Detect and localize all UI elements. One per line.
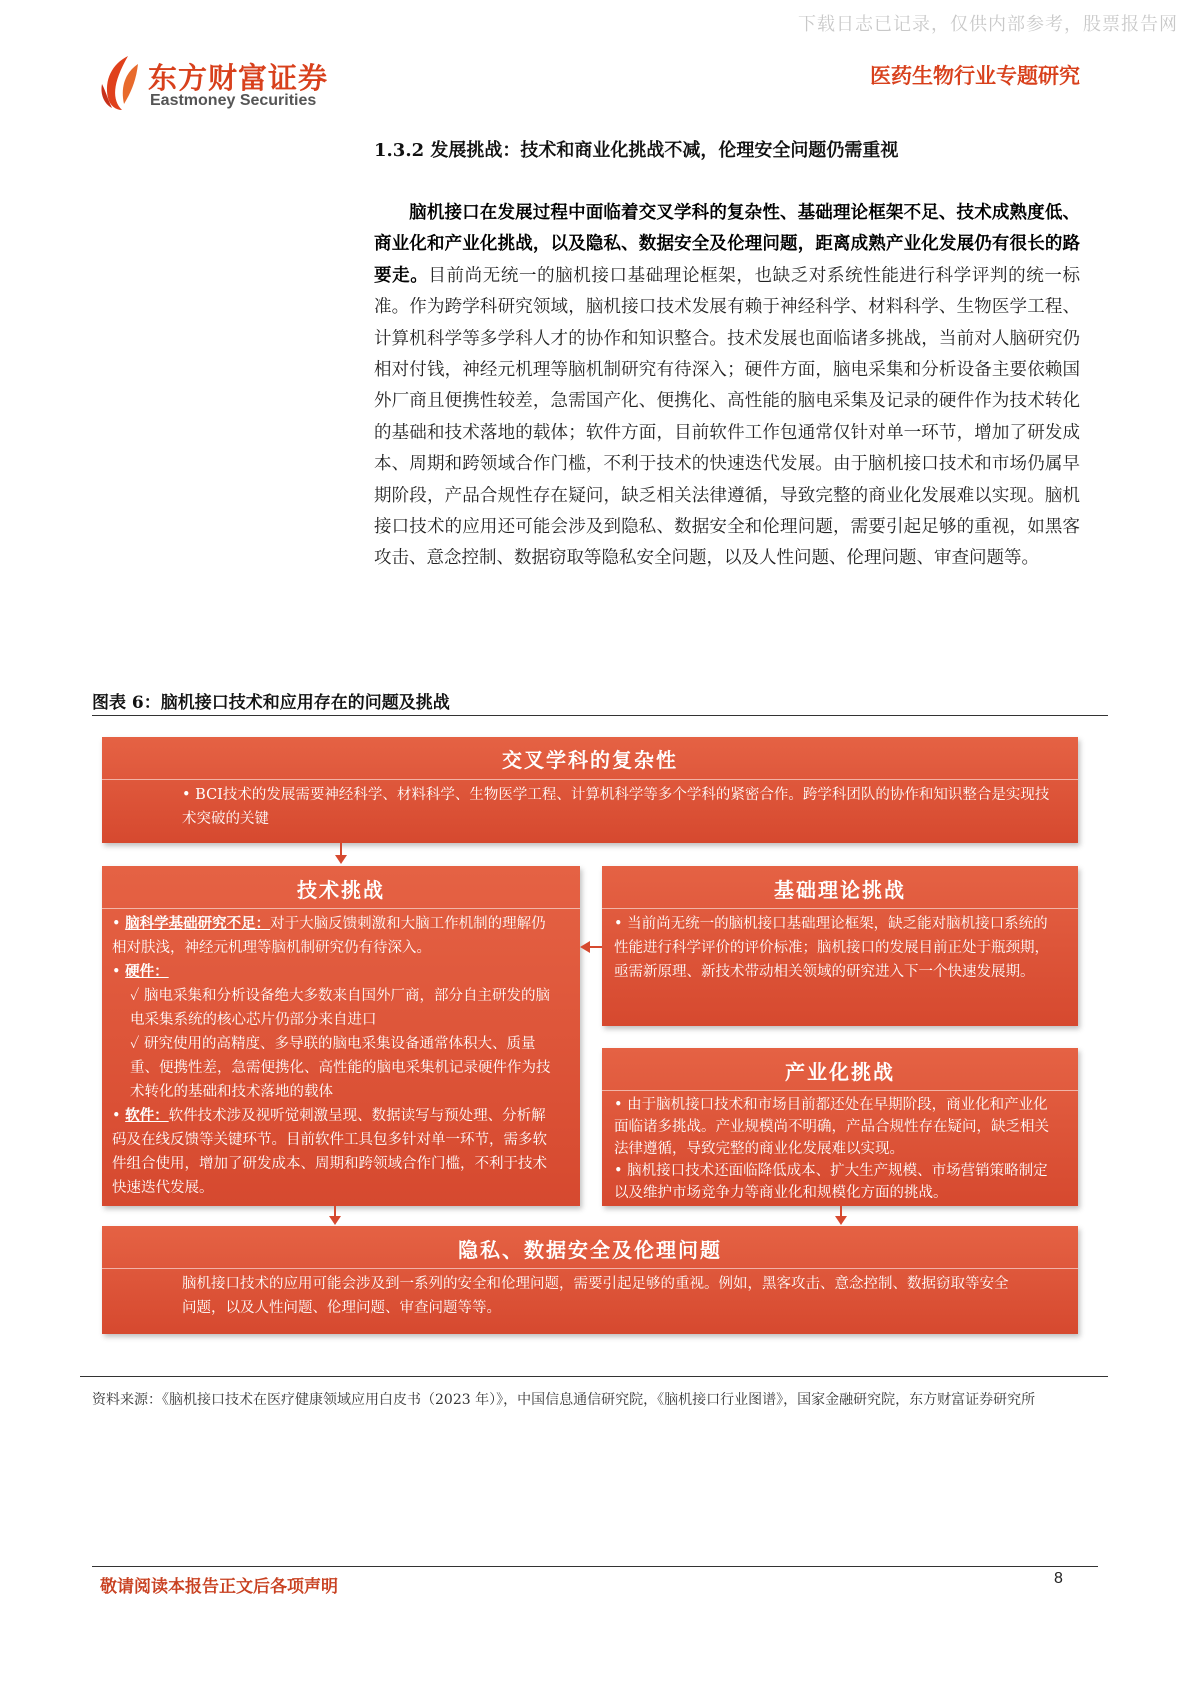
report-category: 医药生物行业专题研究 <box>870 64 1080 88</box>
box-theory-text: • 当前尚无统一的脑机接口基础理论框架，缺乏能对脑机接口系统的性能进行科学评价的评价标准；脑机接口的发展目前正处于瓶颈期，亟需新原理、新技术带动相关领域的研究进入下一个快速发展期。 <box>614 916 1049 980</box>
industrialization-point-2: • 脑机接口技术还面临降低成本、扩大生产规模、市场营销策略制定以及维护市场竞争力等商业化和规模化方面的挑战。 <box>614 1163 1048 1201</box>
industrialization-point-1: • 由于脑机接口技术和市场目前都还处在早期阶段，商业化和产业化面临诸多挑战。产业规模尚不明确，产品合规性存在疑问，缺乏相关法律遵循，导致完整的商业化发展难以实现。 <box>614 1097 1049 1157</box>
section-title: 1.3.2 发展挑战：技术和商业化挑战不减，伦理安全问题仍需重视 <box>374 140 899 161</box>
footer-disclaimer: 敬请阅读本报告正文后各项声明 <box>100 1577 338 1597</box>
box-interdisciplinary-title: 交叉学科的复杂性 <box>502 748 678 772</box>
box-divider <box>102 779 1078 780</box>
box-theory-title: 基础理论挑战 <box>774 878 906 902</box>
logo-chinese-name: 东方财富证券 <box>148 61 329 95</box>
box-divider <box>602 908 1078 909</box>
figure-title-rule <box>92 715 1108 716</box>
box-divider <box>102 908 580 909</box>
box-technical-title: 技术挑战 <box>297 878 385 902</box>
source-note: 资料来源：《脑机接口技术在医疗健康领域应用白皮书（2023 年）》，中国信息通信研究院，《脑机接口行业图谱》，国家金融研究院，东方财富证券研究所 <box>92 1392 1036 1408</box>
box-interdisciplinary <box>102 737 1078 843</box>
footer-rule <box>92 1566 1098 1567</box>
box-divider <box>102 1268 1078 1269</box>
box-privacy-ethics <box>102 1226 1078 1334</box>
arrow-down-icon <box>834 1206 848 1226</box>
arrow-down-icon <box>328 1206 342 1226</box>
box-theory <box>602 866 1078 1026</box>
tech-item-software-label: 软件： <box>125 1107 169 1124</box>
section-bold-lead: 脑机接口在发展过程中面临着交叉学科的复杂性、基础理论框架不足、技术成熟度低、商业化和产业化挑战，以及隐私、数据安全及伦理问题，距离成熟产业化发展仍有很长的路要走。 <box>374 203 1080 286</box>
box-privacy-ethics-text: 脑机接口技术的应用可能会涉及到一系列的安全和伦理问题，需要引起足够的重视。例如，黑客攻击、意念控制、数据窃取等安全问题，以及人性问题、伦理问题、审查问题等等。 <box>182 1276 1009 1316</box>
box-divider <box>602 1090 1078 1091</box>
box-industrialization-title: 产业化挑战 <box>785 1060 895 1084</box>
box-industrialization <box>602 1048 1078 1206</box>
figure-title: 图表 6：脑机接口技术和应用存在的问题及挑战 <box>92 693 450 713</box>
box-industrialization-text <box>614 1094 1062 1204</box>
tech-item-science-text: 对于大脑反馈刺激和大脑工作机制的理解仍相对肤浅，神经元机理等脑机制研究仍有待深入。 <box>112 916 546 956</box>
page-number: 8 <box>1054 1570 1063 1587</box>
tech-hardware-sub2: ✓ 研究使用的高精度、多导联的脑电采集设备通常体积大、质量重、便携性差，急需便携化、高性能的脑电采集机记录硬件作为技术转化的基础和技术落地的载体 <box>130 1036 551 1100</box>
box-technical <box>102 866 580 1206</box>
section-body <box>374 198 1080 575</box>
box-interdisciplinary-text: • BCI技术的发展需要神经科学、材料科学、生物医学工程、计算机科学等多个学科的紧密合作。跨学科团队的协作和知识整合是实现技术突破的关键 <box>182 787 1050 827</box>
tech-hardware-sub1: ✓ 脑电采集和分析设备绝大多数来自国外厂商，部分自主研发的脑电采集系统的核心芯片仍部分来自进口 <box>130 988 550 1028</box>
tech-item-software-text: 软件技术涉及视听觉刺激呈现、数据读写与预处理、分析解码及在线反馈等关键环节。目前软件工具包多针对单一环节，需多软件组合使用，增加了研发成本、周期和跨领域合作门槛，不利于技术快速迭代发展。 <box>112 1108 547 1196</box>
box-technical-text: • 脑科学基础研究不足：对于大脑反馈刺激和大脑工作机制的理解仍相对肤浅，神经元机理等脑机制研究仍有待深入。 • 硬件： ✓ 脑电采集和分析设备绝大多数来自国外厂商，部分自主研发的脑电采集系统的核心芯片仍部分来自进口 ✓ 研究使用的高精度、多导联的脑电采集设备通常体积大、质量重、便携性差，急需便携化、高性能的脑电采集机记录硬件作为技术转化的基础和技术落地的载体 • 软件：软件技术涉及视听觉刺激呈现、数据读写与预处理、分析解码及在线反馈等关键环节。目前软件工具包多针对单一环节，需多软件组合使用，增加了研发成本、周期和跨领域合作门槛，不利于技术快速迭代发展。 <box>112 912 560 1200</box>
eastmoney-logo-icon <box>98 54 148 112</box>
arrow-left-icon <box>580 940 602 954</box>
source-rule <box>80 1376 1108 1377</box>
box-privacy-ethics-title: 隐私、数据安全及伦理问题 <box>458 1238 722 1262</box>
tech-item-hardware-label: 硬件： <box>125 963 169 980</box>
logo-english-name: Eastmoney Securities <box>150 92 317 109</box>
arrow-down-icon <box>334 843 348 865</box>
tech-item-science-label: 脑科学基础研究不足： <box>125 915 271 932</box>
watermark: 下载日志已记录，仅供内部参考，股票报告网 <box>798 14 1178 35</box>
section-body-text: 目前尚无统一的脑机接口基础理论框架，也缺乏对系统性能进行科学评判的统一标准。作为跨学科研究领域，脑机接口技术发展有赖于神经科学、材料科学、生物医学工程、计算机科学等多学科人才的协作和知识整合。技术发展也面临诸多挑战，当前对人脑研究仍相对付钱，神经元机理等脑机制研究有待深入；硬件方面，脑电采集和分析设备主要依赖国外厂商且便携性较差，急需国产化、便携化、高性能的脑电采集及记录的硬件作为技术转化的基础和技术落地的载体；软件方面，目前软件工作包通常仅针对单一环节，增加了研发成本、周期和跨领域合作门槛，不利于技术的快速迭代发展。由于脑机接口技术和市场仍属早期阶段，产品合规性存在疑问，缺乏相关法律遵循，导致完整的商业化发展难以实现。脑机接口技术的应用还可能会涉及到隐私、数据安全和伦理问题，需要引起足够的重视，如黑客攻击、意念控制、数据窃取等隐私安全问题，以及人性问题、伦理问题、审查问题等。 <box>374 265 1081 569</box>
